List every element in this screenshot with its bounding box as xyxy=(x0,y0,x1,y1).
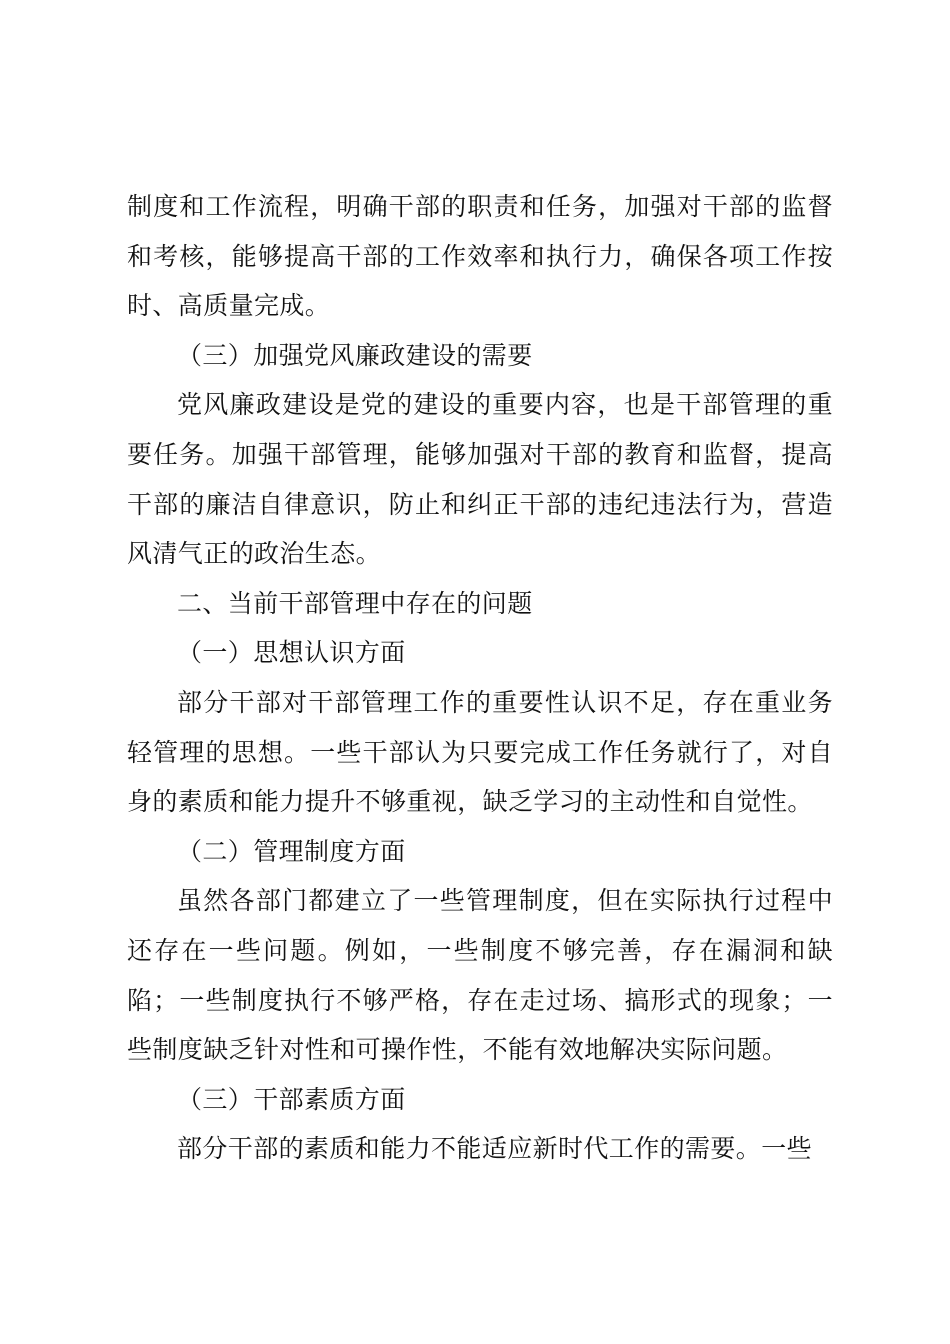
paragraph: 党风廉政建设是党的建设的重要内容，也是干部管理的重要任务。加强干部管理，能够加强对干部的教育和监督，提高干部的廉洁自律意识，防止和纠正干部的违纪违法行为，营造风清气正的政治生态。 xyxy=(127,390,833,569)
section-heading: （三）加强党风廉政建设的需要 xyxy=(177,340,533,370)
paragraph: 部分干部对干部管理工作的重要性认识不足，存在重业务轻管理的思想。一些干部认为只要完成工作任务就行了，对自身的素质和能力提升不够重视，缺乏学习的主动性和自觉性。 xyxy=(127,687,833,817)
document-body xyxy=(127,182,833,1174)
section-heading: （三）干部素质方面 xyxy=(177,1084,406,1114)
paragraph: 部分干部的素质和能力不能适应新时代工作的需要。一些 xyxy=(177,1134,813,1164)
paragraph: 制度和工作流程，明确干部的职责和任务，加强对干部的监督和考核，能够提高干部的工作效率和执行力，确保各项工作按时、高质量完成。 xyxy=(127,192,833,321)
section-heading: （一）思想认识方面 xyxy=(177,638,406,668)
paragraph: 虽然各部门都建立了一些管理制度，但在实际执行过程中还存在一些问题。例如，一些制度不够完善，存在漏洞和缺陷；一些制度执行不够严格，存在走过场、搞形式的现象；一些制度缺乏针对性和可操作性，不能有效地解决实际问题。 xyxy=(127,886,833,1065)
chapter-heading: 二、当前干部管理中存在的问题 xyxy=(177,588,533,618)
section-heading: （二）管理制度方面 xyxy=(177,836,406,866)
